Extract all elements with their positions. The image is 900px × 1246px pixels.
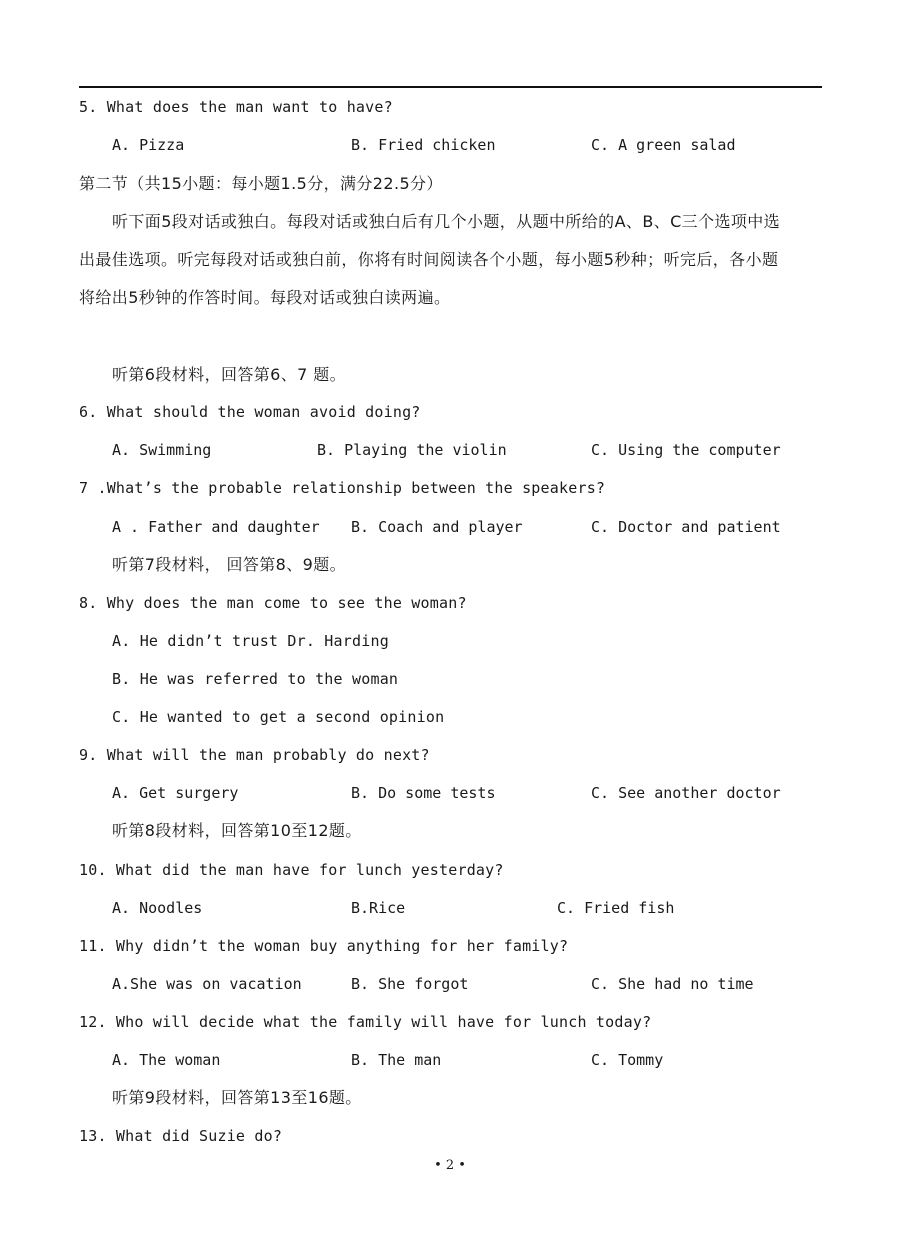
material-9-label: 听第9段材料，回答第13至16题。: [112, 1088, 362, 1107]
question-6: 6. What should the woman avoid doing?: [79, 403, 421, 421]
q9-option-b: B. Do some tests: [351, 784, 496, 802]
q5-option-b: B. Fried chicken: [351, 136, 496, 154]
section-heading: 第二节（共15小题：每小题1.5分，满分22.5分）: [79, 174, 443, 193]
header-rule: [79, 86, 822, 88]
q10-option-b: B.Rice: [351, 899, 406, 917]
q12-option-b: B. The man: [351, 1051, 442, 1069]
question-8: 8. Why does the man come to see the woman?: [79, 594, 467, 612]
material-6-label: 听第6段材料，回答第6、7 题。: [112, 365, 347, 384]
q5-option-a: A. Pizza: [112, 136, 185, 154]
q10-option-c: C. Fried fish: [557, 899, 675, 917]
question-10: 10. What did the man have for lunch yesterday?: [79, 861, 504, 879]
q7-option-a: A . Father and daughter: [112, 518, 320, 536]
q6-option-c: C. Using the computer: [591, 441, 781, 459]
q6-option-a: A. Swimming: [112, 441, 212, 459]
material-7-label: 听第7段材料， 回答第8、9题。: [112, 555, 347, 574]
q11-option-c: C. She had no time: [591, 975, 754, 993]
instructions-line-3: 将给出5秒钟的作答时间。每段对话或独白读两遍。: [79, 288, 451, 307]
q9-option-c: C. See another doctor: [591, 784, 781, 802]
q11-option-b: B. She forgot: [351, 975, 469, 993]
question-5: 5. What does the man want to have?: [79, 98, 393, 116]
material-8-label: 听第8段材料，回答第10至12题。: [112, 821, 362, 840]
q8-option-c: C. He wanted to get a second opinion: [112, 708, 445, 726]
instructions-line-2: 出最佳选项。听完每段对话或独白前，你将有时间阅读各个小题，每小题5秒种；听完后，各小题: [79, 250, 779, 269]
q7-option-b: B. Coach and player: [351, 518, 523, 536]
q7-option-c: C. Doctor and patient: [591, 518, 781, 536]
q5-option-c: C. A green salad: [591, 136, 736, 154]
q10-option-a: A. Noodles: [112, 899, 203, 917]
q8-option-b: B. He was referred to the woman: [112, 670, 399, 688]
instructions-line-1: 听下面5段对话或独白。每段对话或独白后有几个小题，从题中所给的A、B、C三个选项中选: [112, 212, 781, 231]
page-number: • 2 •: [434, 1158, 466, 1173]
q12-option-a: A. The woman: [112, 1051, 221, 1069]
question-11: 11. Why didn’t the woman buy anything for her family?: [79, 937, 569, 955]
question-9: 9. What will the man probably do next?: [79, 746, 430, 764]
question-13: 13. What did Suzie do?: [79, 1127, 283, 1145]
q8-option-a: A. He didn’t trust Dr. Harding: [112, 632, 389, 650]
question-12: 12. Who will decide what the family will have for lunch today?: [79, 1013, 652, 1031]
question-7: 7 .What’s the probable relationship between the speakers?: [79, 479, 606, 497]
q12-option-c: C. Tommy: [591, 1051, 664, 1069]
q9-option-a: A. Get surgery: [112, 784, 239, 802]
q6-option-b: B. Playing the violin: [317, 441, 507, 459]
q11-option-a: A.She was on vacation: [112, 975, 302, 993]
